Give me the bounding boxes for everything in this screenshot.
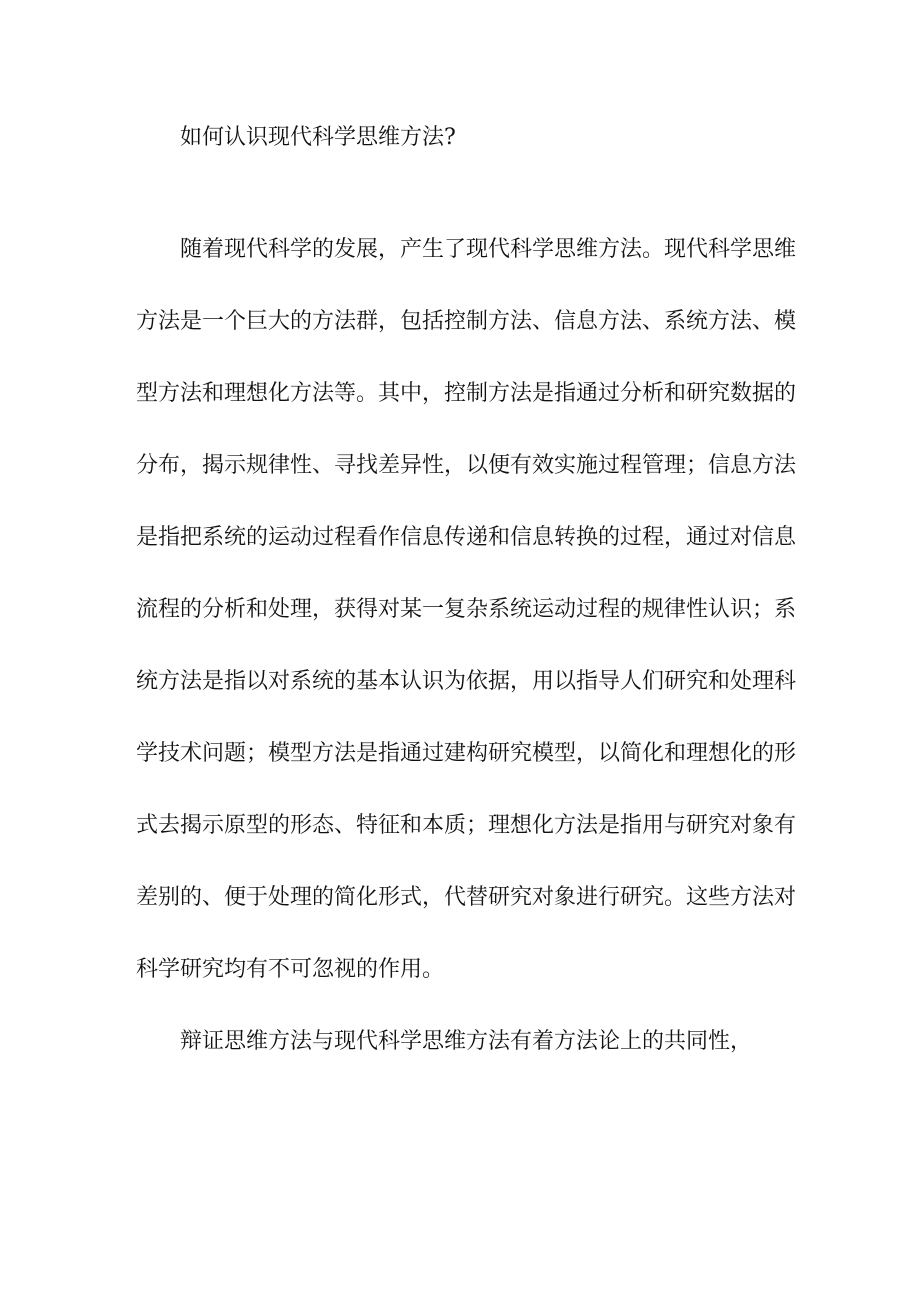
- paragraph-modern-methods: 随着现代科学的发展，产生了现代科学思维方法。现代科学思维方法是一个巨大的方法群，包括控制方法、信息方法、系统方法、模型方法和理想化方法等。其中，控制方法是指通过分析和研究数据的分布，揭示规律性、寻找差异性，以便有效实施过程管理；信息方法是指把系统的运动过程看作信息传递和信息转换的过程，通过对信息流程的分析和处理，获得对某一复杂系统运动过程的规律性认识；系统方法是指以对系统的基本认识为依据，用以指导人们研究和处理科学技术问题；模型方法是指通过建构研究模型，以简化和理想化的形式去揭示原型的形态、特征和本质；理想化方法是指用与研究对象有差别的、便于处理的简化形式，代替研究对象进行研究。这些方法对科学研究均有不可忽视的作用。: [136, 237, 797, 982]
- paragraph-dialectical-methods: 辩证思维方法与现代科学思维方法有着方法论上的共同性，: [180, 1029, 753, 1054]
- section-heading: 如何认识现代科学思维方法?: [180, 125, 456, 150]
- document-body: [136, 110, 796, 1078]
